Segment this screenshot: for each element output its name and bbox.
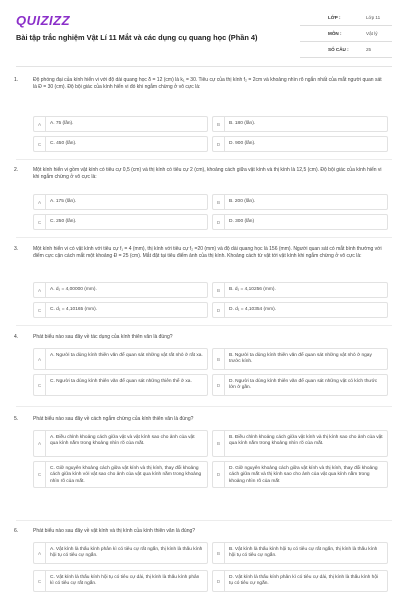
option-text: D. 300 (lần): [229, 219, 255, 224]
question-text: Một kính hiển vi có vật kính với tiêu cự f₁ = 4 (mm), thị kính với tiêu cự f₂ =20 (mm) và độ dài quang học là 156 (mm). Người quan sát có mắt bình thường với điểm cực cận cách mắt một khoảng Đ = 25 (cm). Mắt đặt tại tiêu điểm ảnh của thị kính. Khoảng cách từ vật tới vật kính khi ngắm chừng ở vô cực là:: [33, 246, 382, 259]
option-d[interactable]: [212, 374, 388, 396]
option-letter: B: [213, 283, 225, 297]
option-a[interactable]: [33, 282, 208, 298]
option-text: B. 180 (lần).: [229, 121, 256, 126]
option-c[interactable]: [33, 136, 208, 152]
option-text: A. 175 (lần).: [50, 199, 77, 204]
option-d[interactable]: [212, 214, 388, 230]
option-b[interactable]: [212, 348, 388, 370]
question-divider: [16, 406, 392, 407]
option-b[interactable]: [212, 194, 388, 210]
option-a[interactable]: [33, 430, 208, 457]
meta-value: Lớp 11: [366, 15, 381, 20]
option-letter: C: [34, 137, 46, 151]
worksheet-meta: [300, 12, 392, 60]
option-text: C. Giữ nguyên khoảng cách giữa vật kính và thị kính, thay đổi khoảng cách giữa kính với vật sao cho ảnh của vật qua kính nằm trong khoảng nhìn rõ của mắt.: [50, 466, 202, 484]
option-text: A. Điều chỉnh khoảng cách giữa vật và vật kính sao cho ảnh của vật qua kính nằm trong khoảng nhìn rõ của mắt.: [50, 435, 195, 447]
option-letter: B: [213, 543, 225, 563]
question-text: Phát biểu nào sau đây về tác dụng của kính thiên văn là đúng?: [33, 334, 173, 340]
quizizz-logo: QUIZIZZ: [16, 13, 71, 28]
option-a[interactable]: [33, 542, 208, 564]
option-d[interactable]: [212, 136, 388, 152]
option-letter: A: [34, 195, 46, 209]
question-text: Độ phóng đại của kính hiển vi với độ dài quang học δ = 12 (cm) là k₁ = 30. Tiêu cự của thị kính f₂ = 2cm và khoảng nhìn rõ ngắn nhất của mắt người quan sát là Đ = 30 (cm). Độ bội giác của kính hiển vi đó khi ngắm chừng ở vô cực là:: [33, 77, 382, 90]
meta-label: SỐ CÂU :: [328, 47, 349, 52]
option-letter: D: [213, 375, 225, 395]
option-text: A. 75 (lần).: [50, 121, 74, 126]
option-letter: A: [34, 283, 46, 297]
option-letter: B: [213, 195, 225, 209]
meta-row-count: [300, 44, 392, 58]
option-c[interactable]: [33, 461, 208, 488]
option-text: D. d₁ = 4,10354 (mm).: [229, 307, 277, 312]
meta-value: Vật lý: [366, 31, 378, 36]
option-d[interactable]: [212, 570, 388, 592]
meta-label: MÔN :: [328, 31, 342, 36]
option-text: D. Người ta dùng kính thiên văn để quan sát những vật có kích thước lớn ở gần.: [229, 379, 378, 391]
option-a[interactable]: [33, 348, 208, 370]
option-text: C. 250 (lần).: [50, 219, 77, 224]
meta-value: 25: [366, 47, 372, 52]
header-divider: [16, 66, 392, 67]
option-text: D. Giữ nguyên khoảng cách giữa vật kính và thị kính, thay đổi khoảng cách giữa mắt và thị kính sao cho ảnh của vật qua kính nằm trong khoảng nhìn rõ của mắt: [229, 466, 378, 484]
question-divider: [16, 237, 392, 238]
option-a[interactable]: [33, 194, 208, 210]
option-letter: B: [213, 117, 225, 131]
option-text: C. Người ta dùng kính thiên văn để quan sát những thiên thể ở xa.: [50, 379, 192, 384]
option-c[interactable]: [33, 302, 208, 318]
question-number: 4.: [14, 334, 19, 340]
question-text: Một kính hiển vi gồm vật kính có tiêu cự 0,5 (cm) và thị kính có tiêu cự 2 (cm), khoảng cách giữa vật kính và thị kính là 12,5 (cm). Độ bội giác của kính hiển vi khi ngắm chừng ở vô cực là:: [33, 167, 382, 180]
option-text: C. 450 (lần).: [50, 141, 77, 146]
option-letter: A: [34, 117, 46, 131]
question-divider: [16, 159, 392, 160]
option-text: A. d₁ = 4,00000 (mm).: [50, 287, 97, 292]
option-letter: D: [213, 137, 225, 151]
option-text: C. Vật kính là thấu kính hội tụ có tiêu cự dài, thị kính là thấu kính phân kì có tiêu cự rất ngắn.: [50, 575, 200, 587]
option-letter: D: [213, 215, 225, 229]
option-letter: D: [213, 571, 225, 591]
option-text: B. Vật kính là thấu kính hội tụ có tiêu cự rất ngắn, thị kính là thấu kính hội tụ có tiêu cự ngắn.: [229, 547, 378, 559]
option-text: B. 200 (lần).: [229, 199, 256, 204]
meta-row-subject: [300, 28, 392, 42]
option-letter: C: [34, 375, 46, 395]
option-letter: C: [34, 462, 46, 487]
meta-row-class: [300, 12, 392, 26]
option-letter: A: [34, 431, 46, 456]
question-number: 3.: [14, 246, 19, 252]
option-c[interactable]: [33, 214, 208, 230]
page-title: Bài tập trắc nghiệm Vật Lí 11 Mắt và các dụng cụ quang học (Phần 4): [16, 33, 258, 42]
question-number: 5.: [14, 416, 19, 422]
option-text: B. d₁ = 4,10256 (mm).: [229, 287, 276, 292]
question-number: 6.: [14, 528, 19, 534]
option-c[interactable]: [33, 374, 208, 396]
question-number: 1.: [14, 77, 19, 83]
option-c[interactable]: [33, 570, 208, 592]
question-number: 2.: [14, 167, 19, 173]
option-letter: D: [213, 462, 225, 487]
question-divider: [16, 520, 392, 521]
option-d[interactable]: [212, 461, 388, 488]
option-text: D. Vật kính là thấu kính phân kì có tiêu cự dài, thị kính là thấu kính hội tụ có tiêu cự ngắn.: [229, 575, 379, 587]
option-letter: A: [34, 349, 46, 369]
question-divider: [16, 325, 392, 326]
option-b[interactable]: [212, 542, 388, 564]
option-letter: A: [34, 543, 46, 563]
option-d[interactable]: [212, 302, 388, 318]
option-a[interactable]: [33, 116, 208, 132]
option-letter: B: [213, 349, 225, 369]
option-text: D. 900 (lần).: [229, 141, 256, 146]
option-text: C. d₁ = 4,10165 (mm).: [50, 307, 98, 312]
option-letter: B: [213, 431, 225, 456]
option-text: A. Người ta dùng kính thiên văn để quan sát những vật rất nhỏ ở rất xa.: [50, 353, 203, 358]
option-text: A. Vật kính là thấu kính phân kì có tiêu cự rất ngắn, thị kính là thấu kính hội tụ có tiêu cự ngắn.: [50, 547, 203, 559]
option-letter: C: [34, 215, 46, 229]
option-letter: C: [34, 571, 46, 591]
option-text: B. Điều chỉnh khoảng cách giữa vật kính và thị kính sao cho ảnh của vật qua kính nằm trong khoảng nhìn rõ của mắt.: [229, 435, 383, 447]
meta-label: LỚP :: [328, 15, 341, 20]
option-b[interactable]: [212, 282, 388, 298]
question-text: Phát biểu nào sau đây về vật kính và thị kính của kính thiên văn là đúng?: [33, 528, 196, 534]
option-b[interactable]: [212, 430, 388, 457]
option-b[interactable]: [212, 116, 388, 132]
option-letter: C: [34, 303, 46, 317]
option-text: B. Người ta dùng kính thiên văn để quan sát những vật nhỏ ở ngay trước kính.: [229, 353, 372, 365]
question-text: Phát biểu nào sau đây về cách ngắm chừng của kính thiên văn là đúng?: [33, 416, 194, 422]
option-letter: D: [213, 303, 225, 317]
worksheet-header: [0, 0, 400, 64]
